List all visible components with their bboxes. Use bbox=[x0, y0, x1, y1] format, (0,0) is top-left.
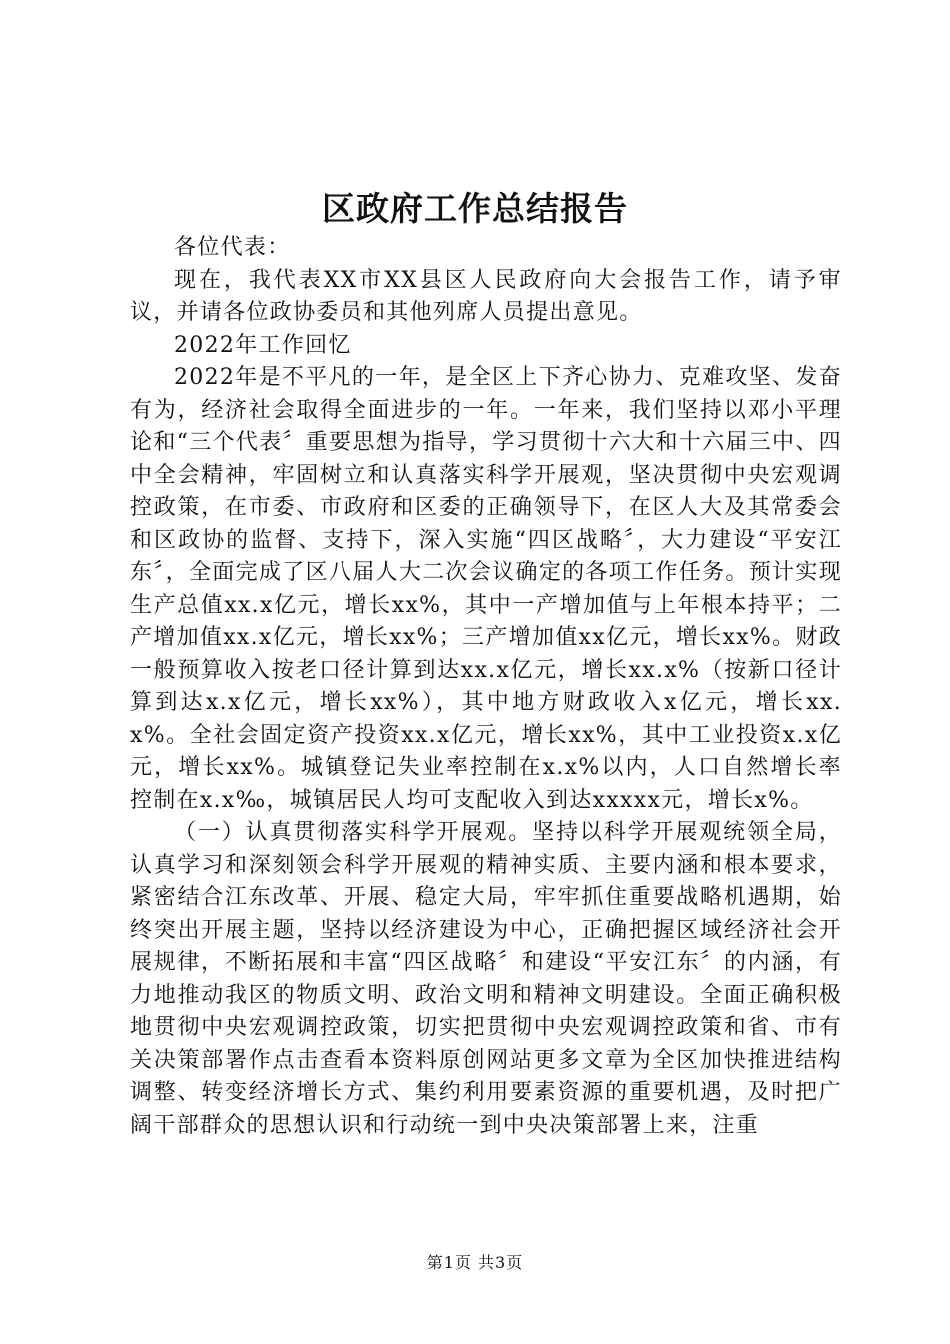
review-paragraph: 2022年是不平凡的一年，是全区上下齐心协力、克难攻坚、发奋有为，经济社会取得全面进步的一年。一年来，我们坚持以邓小平理论和“三个代表〞重要思想为指导，学习贯彻十六大和十六届三中、四中全会精神，牢固树立和认真落实科学开展观，坚决贯彻中央宏观调控政策，在市委、市政府和区委的正确领导下，在区人大及其常委会和区政协的监督、支持下，深入实施“四区战略〞，大力建设“平安江东〞，全面完成了区八届人大二次会议确定的各项工作任务。预计实现生产总值xx.x亿元，增长xx%，其中一产增加值与上年根本持平；二产增加值xx.x亿元，增长xx%；三产增加值xx亿元，增长xx%。财政一般预算收入按老口径计算到达xx.x亿元，增长xx.x%（按新口径计算到达x.x亿元，增长xx%），其中地方财政收入x亿元，增长xx.x%。全社会固定资产投资xx.x亿元，增长xx%，其中工业投资x.x亿元，增长xx%。城镇登记失业率控制在x.x%以内，人口自然增长率控制在x.x‰，城镇居民人均可支配收入到达xxxxx元，增长x%。 bbox=[130, 365, 842, 813]
document-body bbox=[130, 232, 842, 1142]
section-one-paragraph: （一）认真贯彻落实科学开展观。坚持以科学开展观统领全局，认真学习和深刻领会科学开展观的精神实质、主要内涵和根本要求，紧密结合江东改革、开展、稳定大局，牢牢抓住重要战略机遇期，始终突出开展主题，坚持以经济建设为中心，正确把握区域经济社会开展规律，不断拓展和丰富“四区战略〞和建设“平安江东〞的内涵，有力地推动我区的物质文明、政治文明和精神文明建设。全面正确积极地贯彻中央宏观调控政策，切实把贯彻中央宏观调控政策和省、市有关决策部署作点击查看本资料原创网站更多文章为全区加快推进结构调整、转变经济增长方式、集约利用要素资源的重要机遇，及时把广阔干部群众的思想认识和行动统一到中央决策部署上来，注重 bbox=[130, 820, 842, 1138]
document-title: 区政府工作总结报告 bbox=[322, 189, 628, 228]
section-heading-paragraph: 2022年工作回忆 bbox=[174, 332, 352, 358]
salutation-paragraph: 各位代表： bbox=[174, 235, 291, 260]
page-number-footer: 第1页 共3页 bbox=[426, 1253, 524, 1272]
opening-paragraph: 现在，我代表XX市XX县区人民政府向大会报告工作，请予审议，并请各位政协委员和其他列席人员提出意见。 bbox=[130, 267, 842, 325]
